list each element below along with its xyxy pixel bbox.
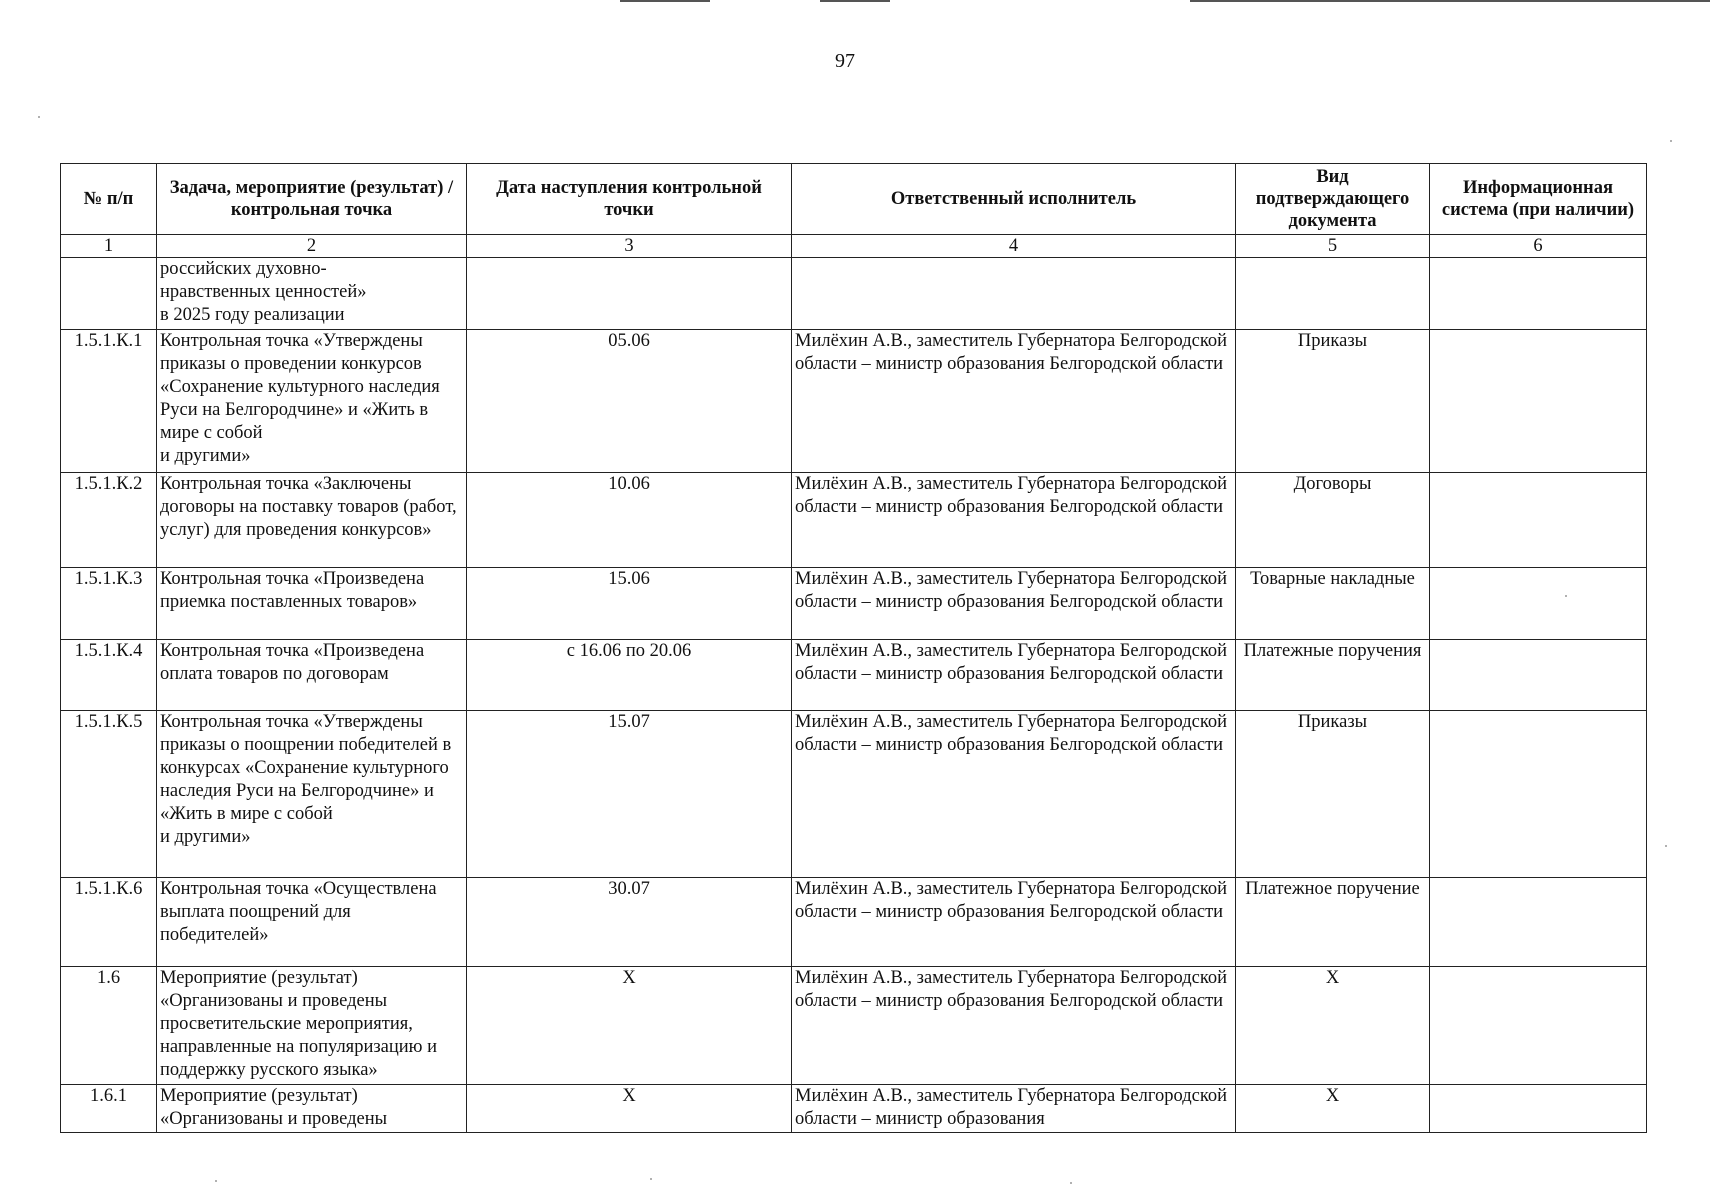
row-date: с 16.06 по 20.06	[467, 640, 792, 711]
row-system	[1430, 967, 1647, 1085]
column-number: 5	[1236, 235, 1430, 258]
column-number: 1	[61, 235, 157, 258]
row-responsible: Милёхин А.В., заместитель Губернатора Белгородской области – министр образования	[792, 1085, 1236, 1133]
row-task: Контрольная точка «Утверждены приказы о проведении конкурсов «Сохранение культурного наследия Руси на Белгородчине» и «Жить в мире с собой и другими»	[157, 330, 467, 473]
row-system	[1430, 330, 1647, 473]
header-num: № п/п	[61, 164, 157, 235]
row-number: 1.5.1.К.1	[61, 330, 157, 473]
header-responsible: Ответственный исполнитель	[792, 164, 1236, 235]
row-responsible: Милёхин А.В., заместитель Губернатора Белгородской области – министр образования Белгородской области	[792, 568, 1236, 640]
row-responsible: Милёхин А.В., заместитель Губернатора Белгородской области – министр образования Белгородской области	[792, 640, 1236, 711]
row-document: Договоры	[1236, 473, 1430, 568]
row-task: Контрольная точка «Утверждены приказы о поощрении победителей в конкурсах «Сохранение культурного наследия Руси на Белгородчине» и «Жить в мире с собой и другими»	[157, 711, 467, 878]
column-number: 6	[1430, 235, 1647, 258]
row-date: 10.06	[467, 473, 792, 568]
column-number-row	[61, 235, 1647, 258]
row-document: Платежное поручение	[1236, 878, 1430, 967]
row-responsible: Милёхин А.В., заместитель Губернатора Белгородской области – министр образования Белгородской области	[792, 330, 1236, 473]
row-date	[467, 258, 792, 330]
table-row	[61, 568, 1647, 640]
row-date: 15.07	[467, 711, 792, 878]
table-row	[61, 640, 1647, 711]
row-document: Приказы	[1236, 711, 1430, 878]
table-row	[61, 258, 1647, 330]
row-document: Платежные поручения	[1236, 640, 1430, 711]
row-date: Х	[467, 967, 792, 1085]
row-number: 1.6	[61, 967, 157, 1085]
page-number: 97	[835, 50, 855, 72]
header-row	[61, 164, 1647, 235]
header-system: Информационная система (при наличии)	[1430, 164, 1647, 235]
row-task: Контрольная точка «Заключены договоры на поставку товаров (работ, услуг) для проведения конкурсов»	[157, 473, 467, 568]
row-number: 1.5.1.К.5	[61, 711, 157, 878]
row-task: Контрольная точка «Произведена приемка поставленных товаров»	[157, 568, 467, 640]
row-document: Товарные накладные	[1236, 568, 1430, 640]
row-responsible: Милёхин А.В., заместитель Губернатора Белгородской области – министр образования Белгородской области	[792, 711, 1236, 878]
column-number: 4	[792, 235, 1236, 258]
row-date: 15.06	[467, 568, 792, 640]
row-system	[1430, 473, 1647, 568]
row-task: Мероприятие (результат) «Организованы и проведены	[157, 1085, 467, 1133]
row-system	[1430, 258, 1647, 330]
row-responsible	[792, 258, 1236, 330]
row-system	[1430, 1085, 1647, 1133]
row-number: 1.5.1.К.6	[61, 878, 157, 967]
row-task: Мероприятие (результат) «Организованы и проведены просветительские мероприятия, направленные на популяризацию и поддержку русского языка»	[157, 967, 467, 1085]
table-row	[61, 711, 1647, 878]
row-number: 1.5.1.К.3	[61, 568, 157, 640]
column-number: 2	[157, 235, 467, 258]
row-number: 1.5.1.К.2	[61, 473, 157, 568]
row-system	[1430, 878, 1647, 967]
table-row	[61, 878, 1647, 967]
row-task: Контрольная точка «Осуществлена выплата поощрений для победителей»	[157, 878, 467, 967]
row-task: Контрольная точка «Произведена оплата товаров по договорам	[157, 640, 467, 711]
table-row	[61, 330, 1647, 473]
row-task: российских духовно- нравственных ценностей» в 2025 году реализации	[157, 258, 467, 330]
row-document: Х	[1236, 967, 1430, 1085]
row-system	[1430, 640, 1647, 711]
control-points-table	[60, 163, 1647, 1133]
header-task: Задача, мероприятие (результат) / контрольная точка	[157, 164, 467, 235]
header-document: Вид подтверждающего документа	[1236, 164, 1430, 235]
table-row	[61, 1085, 1647, 1133]
row-document: Приказы	[1236, 330, 1430, 473]
row-date: 30.07	[467, 878, 792, 967]
row-responsible: Милёхин А.В., заместитель Губернатора Белгородской области – министр образования Белгородской области	[792, 473, 1236, 568]
header-date: Дата наступления контрольной точки	[467, 164, 792, 235]
row-system	[1430, 568, 1647, 640]
row-number	[61, 258, 157, 330]
row-document: Х	[1236, 1085, 1430, 1133]
row-number: 1.5.1.К.4	[61, 640, 157, 711]
row-date: Х	[467, 1085, 792, 1133]
row-date: 05.06	[467, 330, 792, 473]
column-number: 3	[467, 235, 792, 258]
row-number: 1.6.1	[61, 1085, 157, 1133]
row-system	[1430, 711, 1647, 878]
row-responsible: Милёхин А.В., заместитель Губернатора Белгородской области – министр образования Белгородской области	[792, 967, 1236, 1085]
row-responsible: Милёхин А.В., заместитель Губернатора Белгородской области – министр образования Белгородской области	[792, 878, 1236, 967]
table-row	[61, 473, 1647, 568]
row-document	[1236, 258, 1430, 330]
table-row	[61, 967, 1647, 1085]
